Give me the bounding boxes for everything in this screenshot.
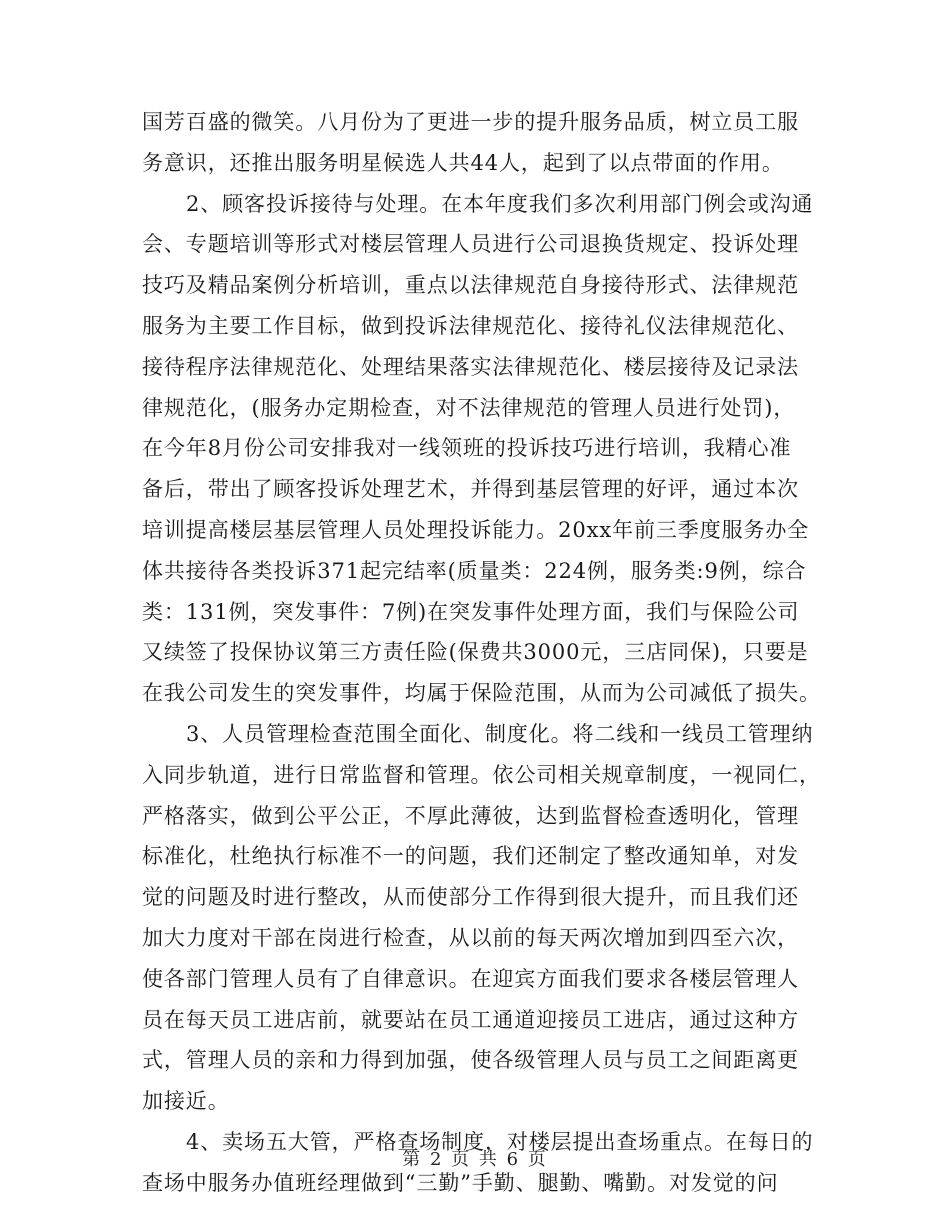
text-line: 加大力度对干部在岗进行检查，从以前的每天两次增加到四至六次， bbox=[142, 925, 799, 950]
text-line: 务意识，还推出服务明星候选人共44人，起到了以点带面的作用。 bbox=[142, 150, 784, 175]
text-line: 加接近。 bbox=[142, 1089, 230, 1114]
text-line: 类：131例，突发事件：7例)在突发事件处理方面，我们与保险公司 bbox=[142, 599, 800, 624]
text-line: 服务为主要工作目标，做到投诉法律规范化、接待礼仪法律规范化、 bbox=[142, 313, 799, 338]
text-line: 入同步轨道，进行日常监督和管理。依公司相关规章制度，一视同仁， bbox=[142, 762, 821, 787]
text-line: 体共接待各类投诉371起完结率(质量类：224例，服务类:9例，综合 bbox=[142, 558, 807, 583]
text-line: 在今年8月份公司安排我对一线领班的投诉技巧进行培训，我精心准 bbox=[142, 436, 792, 461]
text-line: 接待程序法律规范化、处理结果落实法律规范化、楼层接待及记录法 bbox=[142, 354, 799, 379]
text-line: 查场中服务办值班经理做到“三勤”手勤、腿勤、嘴勤。对发觉的问 bbox=[142, 1170, 779, 1195]
text-line: 备后，带出了顾客投诉处理艺术，并得到基层管理的好评，通过本次 bbox=[142, 477, 799, 502]
paragraph-start-line: 3、人员管理检查范围全面化、制度化。将二线和一线员工管理纳 bbox=[186, 721, 814, 746]
paragraph-start-line: 2、顾客投诉接待与处理。在本年度我们多次利用部门例会或沟通 bbox=[186, 191, 814, 216]
document-body bbox=[142, 102, 821, 1204]
text-line: 会、专题培训等形式对楼层管理人员进行公司退换货规定、投诉处理 bbox=[142, 232, 799, 257]
text-line: 国芳百盛的微笑。八月份为了更进一步的提升服务品质，树立员工服 bbox=[142, 110, 799, 134]
text-line: 技巧及精品案例分析培训，重点以法律规范自身接待形式、法律规范 bbox=[142, 273, 799, 298]
text-line: 觉的问题及时进行整改，从而使部分工作得到很大提升，而且我们还 bbox=[142, 885, 799, 910]
text-line: 在我公司发生的突发事件，均属于保险范围，从而为公司减低了损失。 bbox=[142, 681, 821, 706]
text-line: 严格落实，做到公平公正，不厚此薄彼，达到监督检查透明化，管理 bbox=[142, 803, 799, 828]
text-line: 员在每天员工进店前，就要站在员工通道迎接员工进店，通过这种方 bbox=[142, 1007, 799, 1032]
paragraph-start-line: 4、卖场五大管，严格查场制度，对楼层提出查场重点。在每日的 bbox=[186, 1129, 814, 1154]
text-line: 培训提高楼层基层管理人员处理投诉能力。20xx年前三季度服务办全 bbox=[142, 517, 810, 542]
text-line: 律规范化，(服务办定期检查，对不法律规范的管理人员进行处罚)， bbox=[142, 395, 796, 420]
text-line: 标准化，杜绝执行标准不一的问题，我们还制定了整改通知单，对发 bbox=[142, 844, 799, 869]
text-line: 式，管理人员的亲和力得到加强，使各级管理人员与员工之间距离更 bbox=[142, 1048, 799, 1073]
text-line: 使各部门管理人员有了自律意识。在迎宾方面我们要求各楼层管理人 bbox=[142, 966, 799, 991]
text-line: 又续签了投保协议第三方责任险(保费共3000元，三店同保)，只要是 bbox=[142, 640, 809, 665]
page-number-footer: 第 2 页 共 6 页 bbox=[402, 1149, 548, 1170]
